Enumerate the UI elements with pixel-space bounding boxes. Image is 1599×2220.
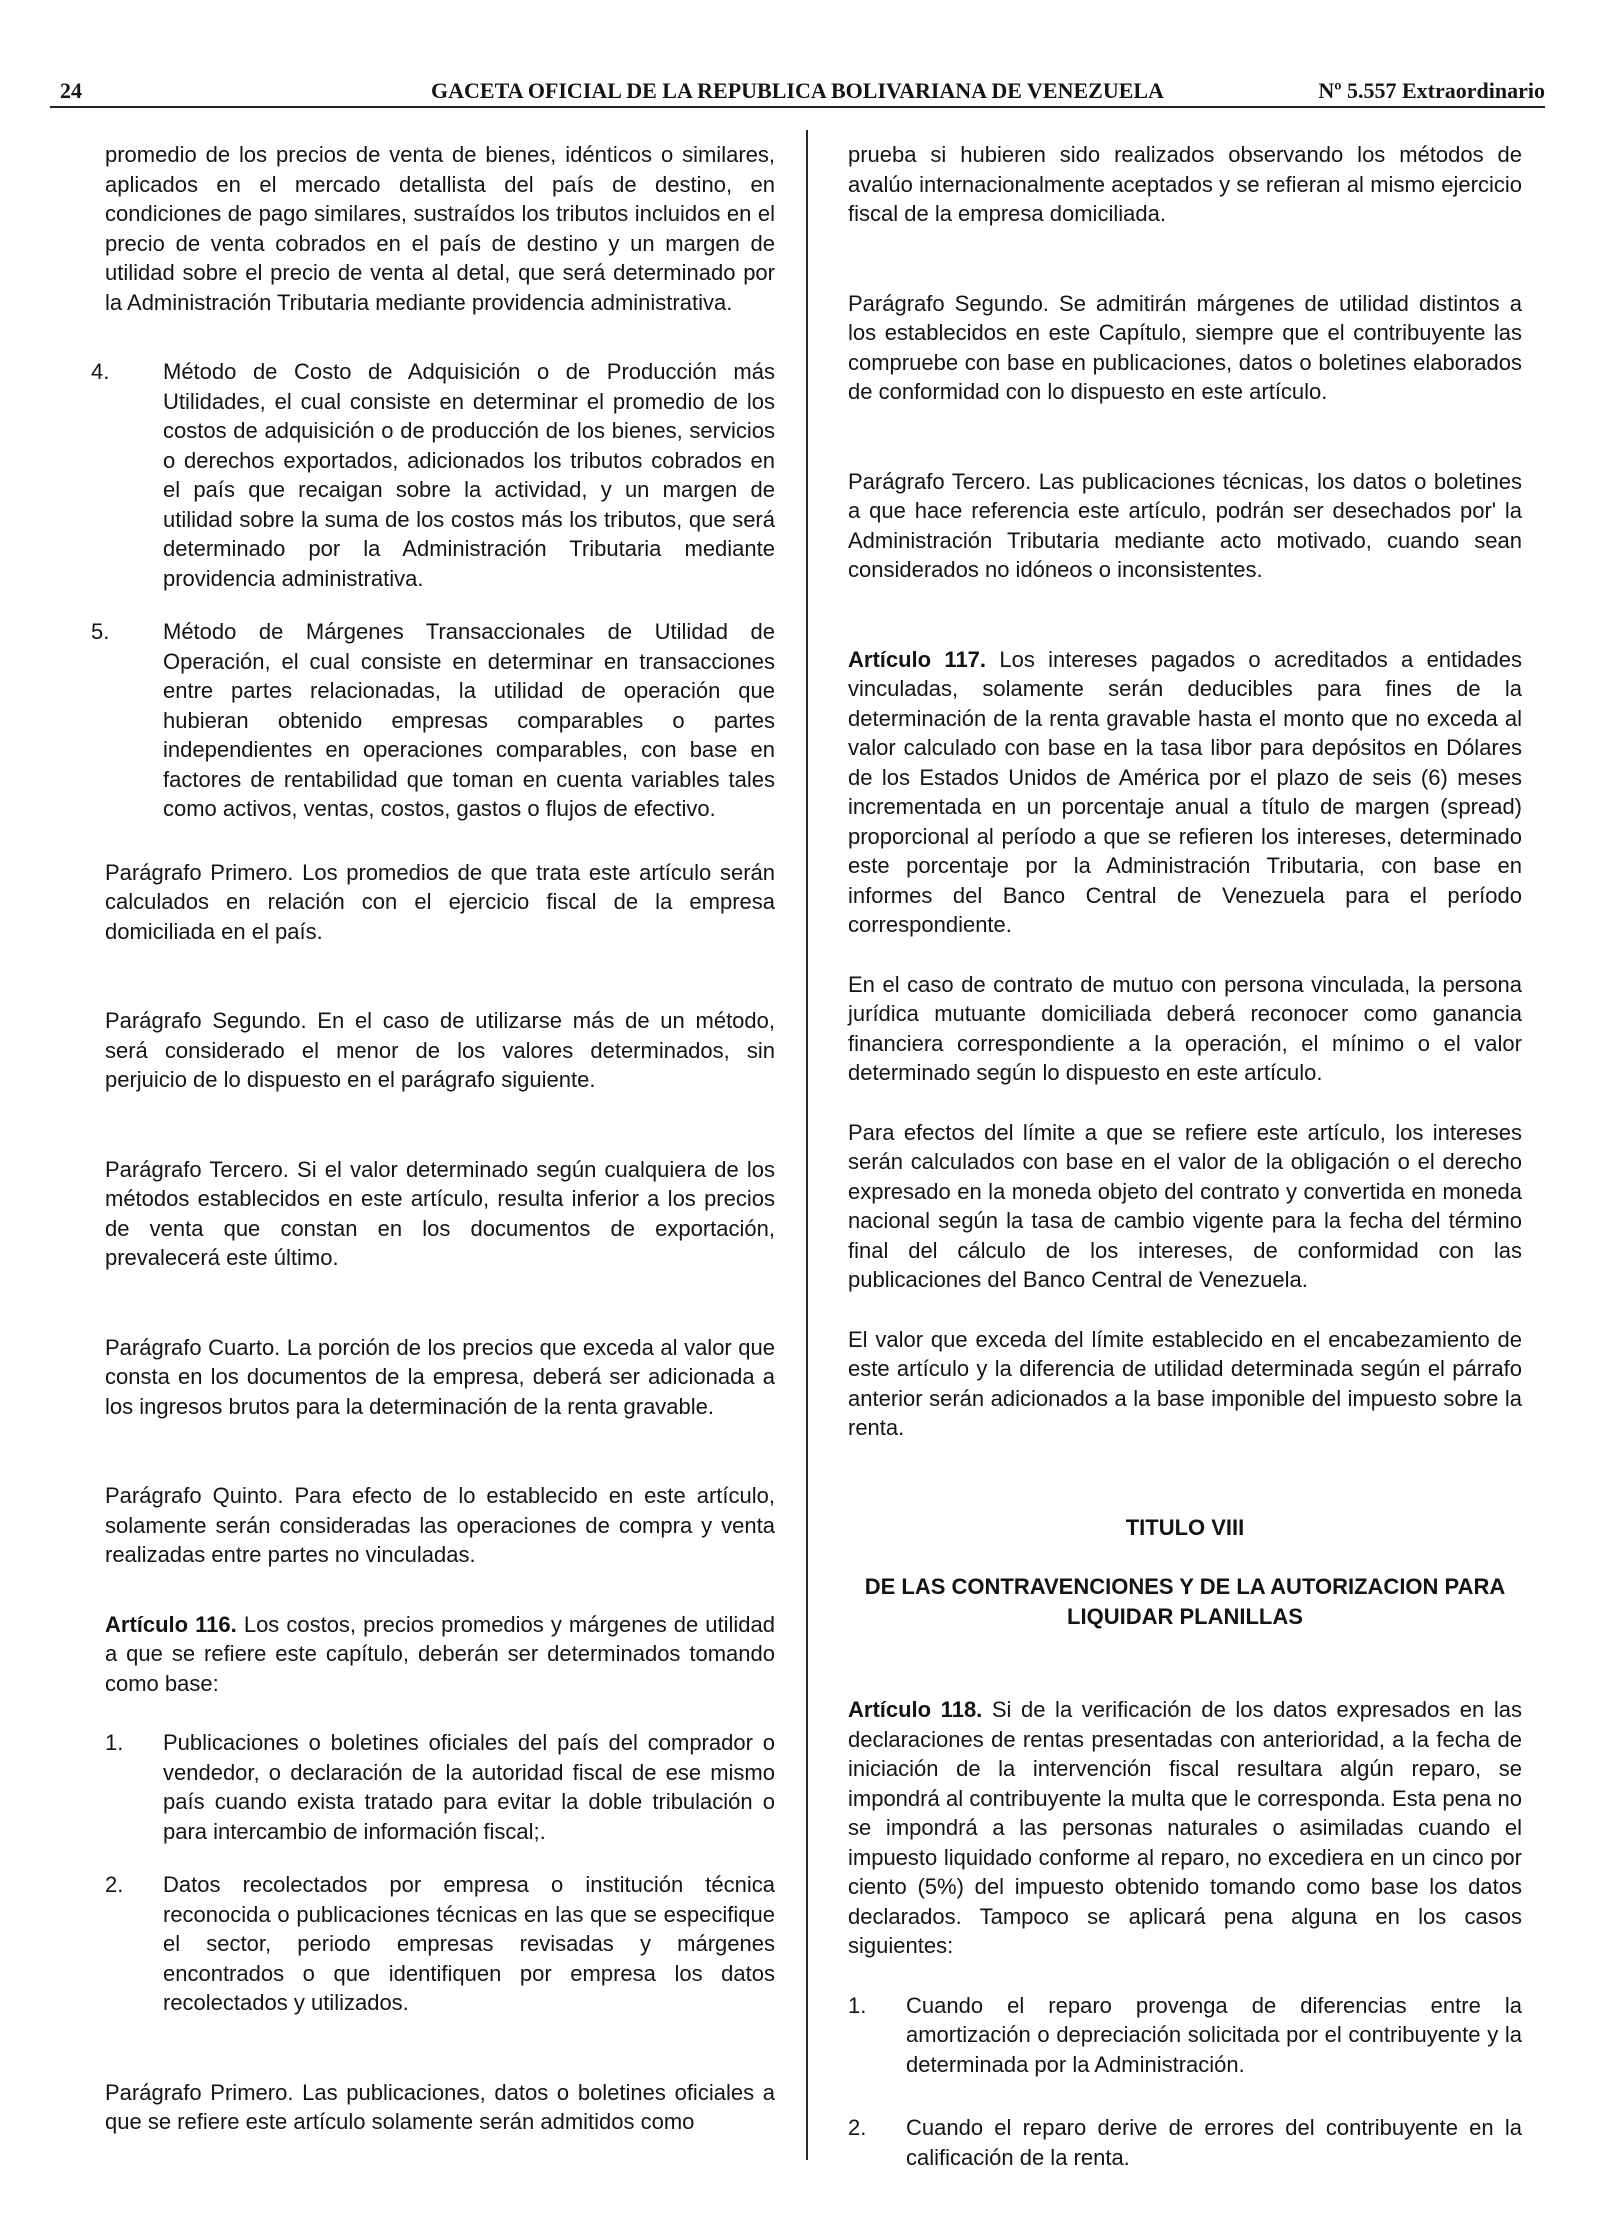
right-column [848, 140, 1522, 2206]
paragraph-segundo: Parágrafo Segundo. En el caso de utilizarse más de un método, será considerado el menor de los valores determinados, sin perjuicio de lo dispuesto en el parágrafo siguiente. [105, 1008, 775, 1092]
paragraph-limite: Para efectos del límite a que se refiere este artículo, los intereses serán calculados con base en el valor de la obligación o el derecho expresado en la moneda objeto del contrato y convertida en moneda nacional según la tasa de cambio vigente para la fecha del término final del cálculo de los intereses, de conformidad con las publicaciones del Banco Central de Venezuela. [848, 1119, 1522, 1292]
list-text: Publicaciones o boletines oficiales del país del comprador o vendedor, o declaración de la autoridad fiscal de ese mismo país cuando exista tratado para evitar la doble tribulación o para intercambio de información fiscal;. [163, 1730, 775, 1844]
method-3-continuation: promedio de los precios de venta de bienes, idénticos o similares, aplicados en el mercado detallista del país de destino, en condiciones de pago similares, sustraídos los tributos incluidos en el precio de venta cobrados en el país de destino y un margen de utilidad sobre el precio de venta al detal, que será determinado por la Administración Tributaria mediante providencia administrativa. [105, 142, 775, 315]
exceptions-list [848, 1991, 1522, 2173]
article-116 [105, 1610, 775, 1699]
list-number: 4. [91, 359, 110, 384]
title-heading: TITULO VIII [1125, 1514, 1245, 1540]
paragraph-primero-116: Parágrafo Primero. Las publicaciones, datos o boletines oficiales a que se refiere este artículo solamente serán admitidos como [105, 2079, 775, 2134]
paragraph-primero: Parágrafo Primero. Los promedios de que trata este artículo serán calculados en relación con el ejercicio fiscal de la empresa domiciliada en el país. [105, 859, 775, 944]
column-divider [806, 130, 808, 2160]
list-number: 2. [848, 2115, 867, 2140]
issue-number: Nº 5.557 Extraordinario [1318, 78, 1545, 103]
page-number: 24 [60, 78, 82, 103]
paragraph-tercero: Parágrafo Tercero. Si el valor determinado según cualquiera de los métodos establecidos en este artículo, resulta inferior a los precios de venta que constan en los documentos de exportación, prevalecerá este último. [105, 1156, 775, 1270]
paragraph-cuarto: Parágrafo Cuarto. La porción de los precios que exceda al valor que consta en los documentos de la empresa, deberá ser adicionada a los ingresos brutos para la determinación de la renta gravable. [105, 1334, 775, 1419]
article-label: Artículo 116. [105, 1611, 237, 1637]
article-118 [848, 1695, 1522, 1961]
list-item [848, 2113, 1522, 2172]
article-label: Artículo 118. [848, 1697, 983, 1722]
article-text: Si de la verificación de los datos expresados en las declaraciones de rentas presentadas con anterioridad, a la fecha de iniciación de la intervención fiscal resultara algún reparo, se impondrá al contribuyente la multa que le corresponda. Esta pena no se impondrá a las personas naturales o asimiladas cuando el impuesto liquidado conforme al reparo, no excediera en un cinco por ciento (5%) del impuesto obtenido tomando como base los datos declarados. Tampoco se aplicará pena alguna en los casos siguientes: [848, 1697, 1522, 1958]
page-header [50, 70, 1545, 108]
list-number: 1. [848, 1992, 867, 2018]
article-text: Los costos, precios promedios y márgenes de utilidad a que se refiere este capítulo, deberán ser determinados tomando como base: [105, 1611, 775, 1696]
article-label: Artículo 117. [848, 646, 987, 672]
paragraph-mutuo: En el caso de contrato de mutuo con persona vinculada, la persona jurídica mutuante domiciliada deberá reconocer como ganancia financiera correspondiente a la operación, el mínimo o el valor determinado según lo dispuesto en este artículo. [848, 971, 1522, 1085]
list-number: 5. [91, 619, 110, 644]
title-subheading: DE LAS CONTRAVENCIONES Y DE LA AUTORIZACION PARA LIQUIDAR PLANILLAS [864, 1574, 1506, 1629]
sources-list [105, 1728, 775, 2018]
paragraph-exceso: El valor que exceda del límite establecido en el encabezamiento de este artículo y la diferencia de utilidad determinada según el párrafo anterior serán adicionados a la base imponible del impuesto sobre la renta. [848, 1326, 1522, 1440]
list-item [848, 1991, 1522, 2080]
list-item [105, 1870, 775, 2018]
paragraph-tercero-116: Parágrafo Tercero. Las publicaciones técnicas, los datos o boletines a que hace referencia este artículo, podrán ser desechados por' la Administración Tributaria mediante acto motivado, cuando sean considerados no idóneos o inconsistentes. [848, 468, 1522, 582]
left-column [91, 140, 775, 2177]
methods-list [91, 357, 775, 824]
list-item [91, 357, 775, 593]
list-text: Método de Márgenes Transaccionales de Utilidad de Operación, el cual consiste en determinar en transacciones entre partes relacionadas, la utilidad de operación que hubieran obtenido empresas comparables o partes independientes en operaciones comparables, con base en factores de rentabilidad que toman en cuenta variables tales como activos, ventas, costos, gastos o flujos de efectivo. [163, 619, 775, 821]
article-text: Los intereses pagados o acreditados a entidades vinculadas, solamente serán deducibles para fines de la determinación de la renta gravable hasta el monto que no exceda al valor calculado con base en la tasa libor para depósitos en Dólares de los Estados Unidos de América por el plazo de seis (6) meses incrementada en un porcentaje anual a título de margen (spread) proporcional al período a que se refieren los intereses, determinado este porcentaje por la Administración Tributaria, con base en informes del Banco Central de Venezuela para el período correspondiente. [848, 646, 1522, 937]
list-item [105, 1728, 775, 1846]
gazette-title: GACETA OFICIAL DE LA REPUBLICA BOLIVARIANA DE VENEZUELA [431, 78, 1164, 103]
paragraph-continuation: prueba si hubieren sido realizados observando los métodos de avalúo internacionalmente aceptados y se refieran al mismo ejercicio fiscal de la empresa domiciliada. [848, 142, 1522, 226]
list-number: 2. [105, 1872, 124, 1897]
paragraph-segundo-116: Parágrafo Segundo. Se admitirán márgenes de utilidad distintos a los establecidos en este Capítulo, siempre que el contribuyente las compruebe con base en publicaciones, datos o boletines elaborados de conformidad con lo dispuesto en este artículo. [848, 290, 1522, 404]
list-text: Cuando el reparo provenga de diferencias entre la amortización o depreciación solicitada por el contribuyente y la determinada por la Administración. [906, 1992, 1522, 2077]
list-item [91, 617, 775, 824]
list-text: Cuando el reparo derive de errores del contribuyente en la calificación de la renta. [906, 2115, 1522, 2170]
list-text: Datos recolectados por empresa o institución técnica reconocida o publicaciones técnicas en las que se especifique el sector, periodo empresas revisadas y márgenes encontrados o que identifiquen por empresa los datos recolectados y utilizados. [163, 1872, 775, 2015]
article-117 [848, 645, 1522, 940]
paragraph-quinto: Parágrafo Quinto. Para efecto de lo establecido en este artículo, solamente serán consideradas las operaciones de compra y venta realizadas entre partes no vinculadas. [105, 1483, 775, 1567]
list-text: Método de Costo de Adquisición o de Producción más Utilidades, el cual consiste en determinar el promedio de los costos de adquisición o de producción de los bienes, servicios o derechos exportados, adicionados los tributos cobrados en el país que recaigan sobre la actividad, y un margen de utilidad sobre la suma de los costos más los tributos, que será determinado por la Administración Tributaria mediante providencia administrativa. [163, 359, 775, 591]
list-number: 1. [105, 1730, 124, 1755]
